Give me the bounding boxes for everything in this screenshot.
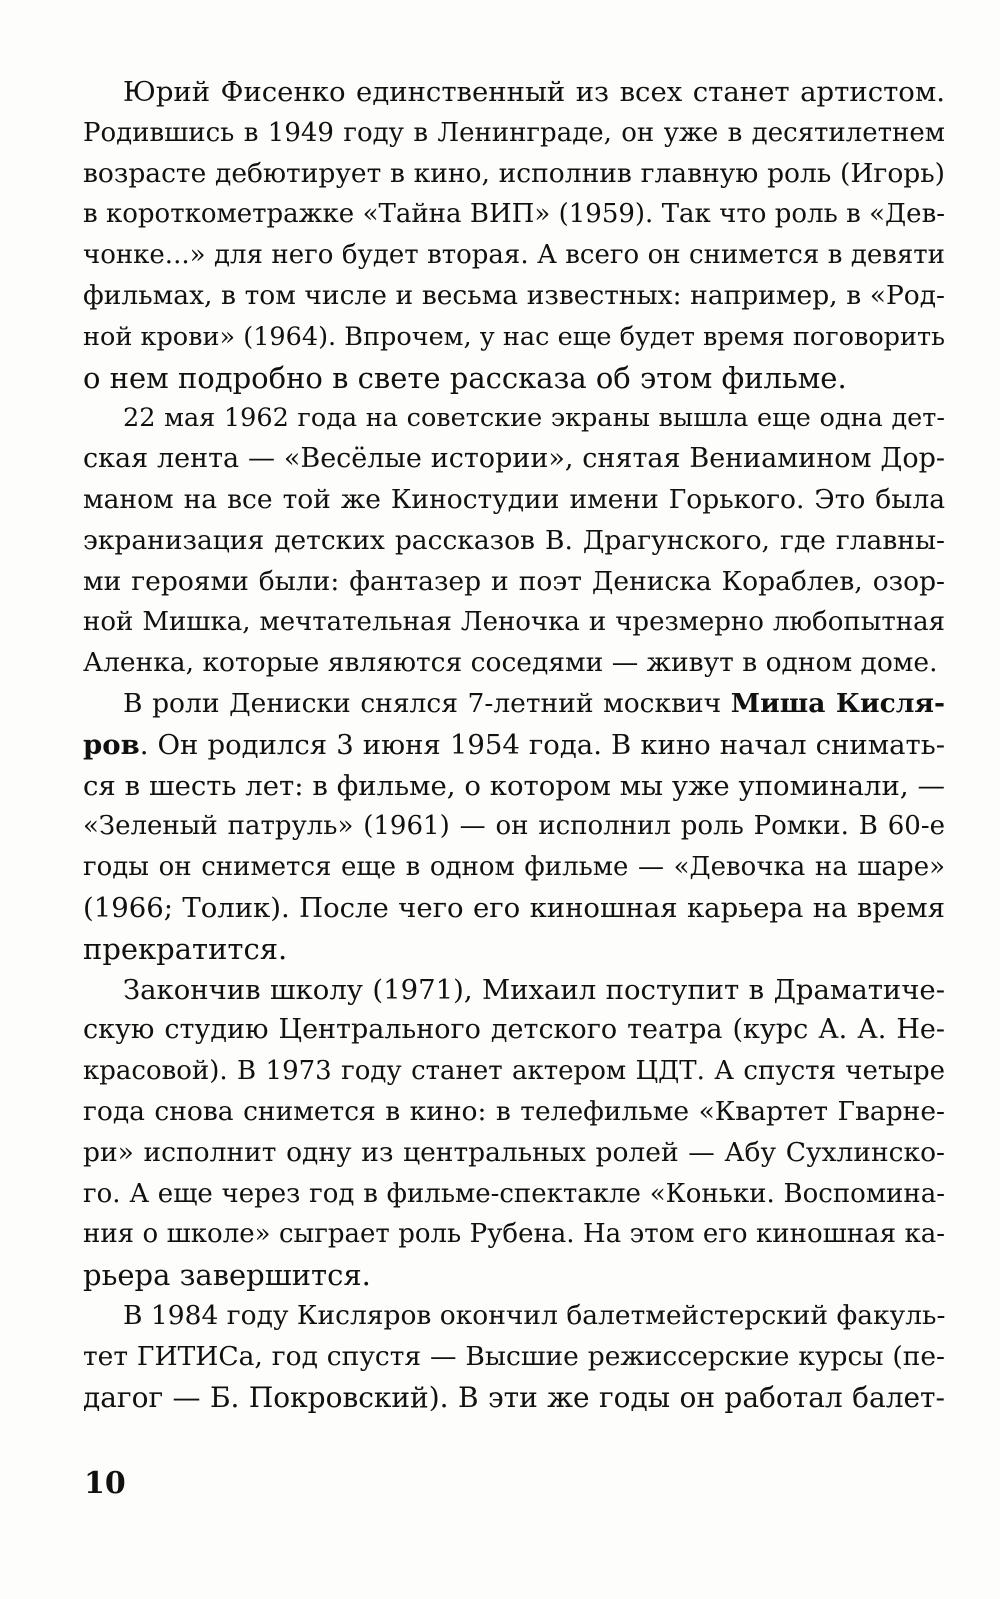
page-number: 10	[84, 1466, 126, 1501]
text-fragment: В роли Дениски снялся 7-летний москвич	[123, 687, 731, 719]
text-line: рьера завершится.	[83, 1258, 371, 1293]
text-line: возрасте дебютирует в кино, исполнив главную роль (Игорь)	[83, 157, 945, 189]
text-line: ми героями были: фантазер и поэт Дениска Кораблев, озор-	[83, 565, 945, 597]
text-line: го. А еще через год в фильме-спектакле «Коньки. Воспомина-	[83, 1178, 945, 1209]
text-line: «Зеленый патруль» (1961) — он исполнил роль Ромки. В 60-е	[83, 811, 945, 842]
text-fragment: . Он родился 3 июня 1954 года. В кино начал снимать-	[139, 728, 945, 761]
text-line: о нем подробно в свете рассказа об этом фильме.	[83, 360, 847, 395]
person-name-bold: ров	[83, 728, 140, 761]
text-line: года снова снимется в кино: в телефильме «Квартет Гварне-	[83, 1095, 945, 1127]
text-line: годы он снимется еще в одном фильме — «Девочка на шаре»	[83, 852, 945, 883]
text-line: Аленка, которые являются соседями — живут в одном доме.	[83, 647, 938, 679]
person-name-bold: Миша Кисля-	[730, 687, 945, 719]
text-line: тет ГИТИСа, год спустя — Высшие режиссерские курсы (пе-	[83, 1340, 945, 1372]
text-line: экранизация детских рассказов В. Драгунского, где главны-	[83, 524, 945, 556]
text-line: дагог — Б. Покровский). В эти же годы он работал балет-	[83, 1380, 945, 1414]
text-line: в короткометражке «Тайна ВИП» (1959). Так что роль в «Дев-	[83, 199, 945, 230]
text-line: В 1984 году Кисляров окончил балетмейстерский факуль-	[123, 1299, 946, 1331]
text-line: ной крови» (1964). Впрочем, у нас еще будет время поговорить	[83, 321, 945, 352]
text-line: прекратится.	[83, 931, 288, 966]
text-line: ская лента — «Весёлые истории», снятая Вениамином Дор-	[83, 443, 945, 475]
text-line: скую студию Центрального детского театра (курс А. А. Не-	[83, 1014, 945, 1046]
text-line: ной Мишка, мечтательная Леночка и чрезмерно любопытная	[83, 607, 945, 638]
text-line: ри» исполнит одну из центральных ролей — Абу Сухлинско-	[83, 1136, 945, 1168]
text-line: чонке...» для него будет вторая. А всего он снимется в девяти	[83, 240, 945, 271]
text-line	[83, 684, 945, 725]
text-line: маном на все той же Киностудии имени Горького. Это была	[83, 483, 945, 515]
text-line: ния о школе» сыграет роль Рубена. На этом его киношная ка-	[83, 1219, 945, 1250]
text-line: Закончив школу (1971), Михаил поступит в Драматиче-	[123, 973, 945, 1006]
text-line: 22 мая 1962 года на советские экраны вышла еще одна дет-	[123, 403, 945, 434]
text-line: Родившись в 1949 году в Ленинграде, он уже в десятилетнем	[83, 117, 945, 148]
text-line: Юрий Фисенко единственный из всех станет артистом.	[123, 76, 945, 108]
body-text	[83, 72, 945, 1418]
text-line: ся в шесть лет: в фильме, о котором мы уже упоминали, —	[83, 769, 945, 802]
text-line: красовой). В 1973 году станет актером ЦДТ. А спустя четыре	[83, 1056, 945, 1087]
text-line	[83, 725, 945, 766]
text-line: (1966; Толик). После чего его киношная карьера на время	[83, 891, 945, 924]
text-line: фильмах, в том числе и весьма известных: например, в «Род-	[83, 279, 945, 311]
